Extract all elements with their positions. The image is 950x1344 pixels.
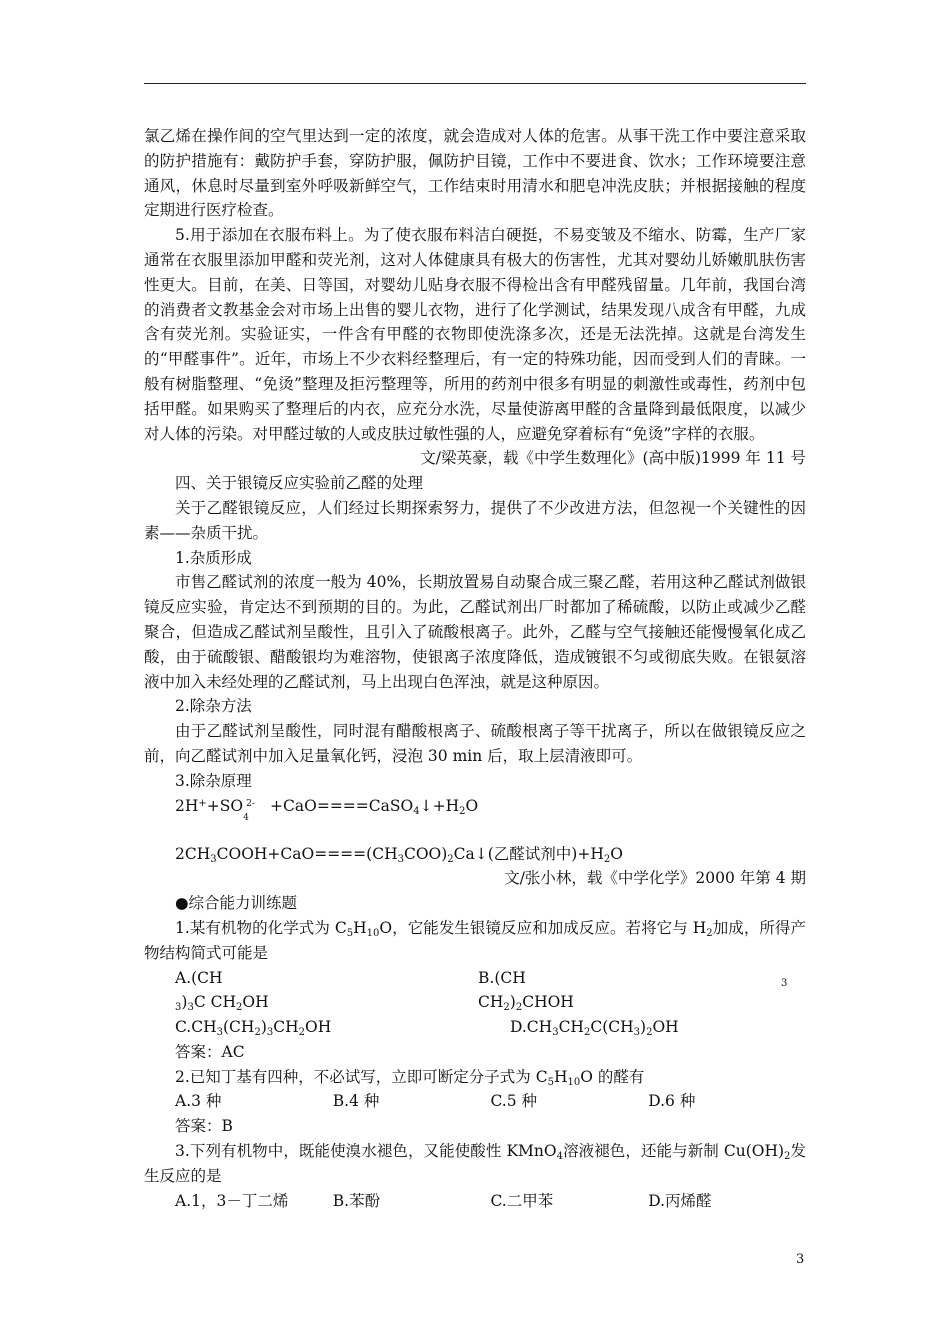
paragraph-clothing-formaldehyde: 5.用于添加在衣服布料上。为了使衣服布料洁白硬挺，不易变皱及不缩水、防霉，生产厂家通常在衣服里添加甲醛和荧光剂，这对人体健康具有极大的伤害性，尤其对婴幼儿娇嫩肌肤伤害性更大。目前，在美、日等国，对婴幼儿贴身衣服不得检出含有甲醛残留量。几年前，我国台湾的消费者文教基金会对市场上出售的婴儿衣物，进行了化学测试，结果发现八成含有甲醛，九成含有荧光剂。实验证实，一件含有甲醛的衣物即使洗涤多次，还是无法洗掉。这就是台湾发生的“甲醛事件”。近年，市场上不少衣料经整理后，有一定的特殊功能，因而受到人们的青睐。一般有树脂整理、“免烫”整理及拒污整理等，所用的药剂中很多有明显的刺激性或毒性，药剂中包括甲醛。如果购买了整理后的内衣，应充分水洗，尽量使游离甲醛的含量降到最低限度，以减少对人体的污染。对甲醛过敏的人或皮肤过敏性强的人，应避免穿着标有“免烫”字样的衣服。 [144,226,806,443]
question-2-stem: 2.已知丁基有四种，不必试写，立即可断定分子式为 $C_5H_{10}O$ 的醛有 [175,1067,645,1088]
subheading-removal-method: 2.除杂方法 [175,697,252,716]
paragraph-dry-cleaning: 氯乙烯在操作间的空气里达到一定的浓度，就会造成对人体的危害。从事干洗工作中要注意采取的防护措施有：戴防护手套，穿防护服，佩防护目镜，工作中不要进食、饮水；工作环境要注意通风，休息时尽量到室外呼吸新鲜空气，工作结束时用清水和肥皂冲洗皮肤；并根据接触的程度定期进行医疗检查。 [144,127,806,220]
document-body [144,124,806,1213]
subheading-impurity-formation: 1.杂质形成 [175,548,252,567]
question-3-option-c: C.二甲苯 [490,1191,554,1210]
question-2-options [144,1089,806,1114]
paragraph-impurity-formation: 市售乙醛试剂的浓度一般为 40%，长期放置易自动聚合成三聚乙醛，若用这种乙醛试剂做银镜反应实验，肯定达不到预期的目的。为此，乙醛试剂出厂时都加了稀硫酸，以防止或减少乙醛聚合，但造成乙醛试剂呈酸性，且引入了硫酸根离子。此外，乙醛与空气接触还能慢慢氧化成乙酸，由于硫酸银、醋酸银均为难溶物，使银离子浓度降低，造成镀银不匀或彻底失败。在银氨溶液中加入未经处理的乙醛试剂，马上出现白色浑浊，就是这种原因。 [144,573,806,691]
subheading-removal-principle: 3.除杂原理 [175,771,252,790]
sulfate-ion-notation: 2- 4 [243,798,255,823]
question-1-option-c: $C.CH_3(CH_2)_3CH_2OH$ [175,1018,332,1039]
question-1-options-row-1 [144,966,806,1016]
question-2-answer: 答案：B [175,1117,233,1136]
paragraph-silver-mirror-intro: 关于乙醛银镜反应，人们经过长期探索努力，提供了不少改进方法，但忽视一个关键性的因素——杂质干扰。 [144,498,806,542]
question-2-option-d: D.6 种 [648,1092,696,1111]
question-3-option-b: B.苯酚 [332,1191,381,1210]
equation-acetate: $2CH_3COOH+CaO====(CH_3COO)_2Ca↓$(乙醛试剂中)$+H_2O$ [175,844,623,865]
question-3-option-d: D.丙烯醛 [648,1191,712,1210]
question-1-options-row-2 [144,1015,806,1040]
question-2-option-c: C.5 种 [490,1092,538,1111]
section-heading-4: 四、关于银镜反应实验前乙醛的处理 [175,474,424,493]
question-3-options [144,1189,806,1214]
question-1-answer: 答案：AC [175,1042,245,1061]
question-2-option-b: B.4 种 [332,1092,380,1111]
paragraph-removal-method: 由于乙醛试剂呈酸性，同时混有醋酸根离子、硫酸根离子等干扰离子，所以在做银镜反应之前，向乙醛试剂中加入足量氧化钙，浸泡 30 min 后，取上层清液即可。 [144,722,806,765]
question-1-stem: 1.某有机物的化学式为 $C_5H_{10}O$，它能发生银镜反应和加成反应。若将它与 $H_2$加成，所得产物结构简式可能是 [144,918,806,962]
source-citation-2: 文/张小林，载《中学化学》2000 年第 4 期 [504,869,806,888]
question-1-option-a: $A.(CH_3)_3C$ $CH_2OH$ [175,968,269,1014]
source-citation-1: 文/梁英豪，载《中学生数理化》(高中版)1999 年 11 号 [420,449,806,468]
header-rule [144,83,806,84]
question-3-option-a: A.1，3－丁二烯 [175,1191,289,1210]
question-1-option-d: $D.CH_3CH_2C(CH_3)_2OH$ [510,1018,679,1039]
question-2-option-a: A.3 种 [175,1092,222,1111]
question-3-stem: 3.下列有机物中，既能使溴水褪色，又能使酸性 KMnO$_4$溶液褪色，还能与新制 $Cu(OH)_2$发生反应的是 [144,1142,806,1185]
question-1-option-b: B.(CH $_3CH_2)_2CHOH$ [478,968,788,1014]
equation-sulfate: 2H++SO 2- 4 $+CaO====CaSO_4↓+H_2O$ [175,796,479,823]
page-number: 3 [796,1252,805,1267]
exercise-heading: ●综合能力训练题 [175,894,298,913]
